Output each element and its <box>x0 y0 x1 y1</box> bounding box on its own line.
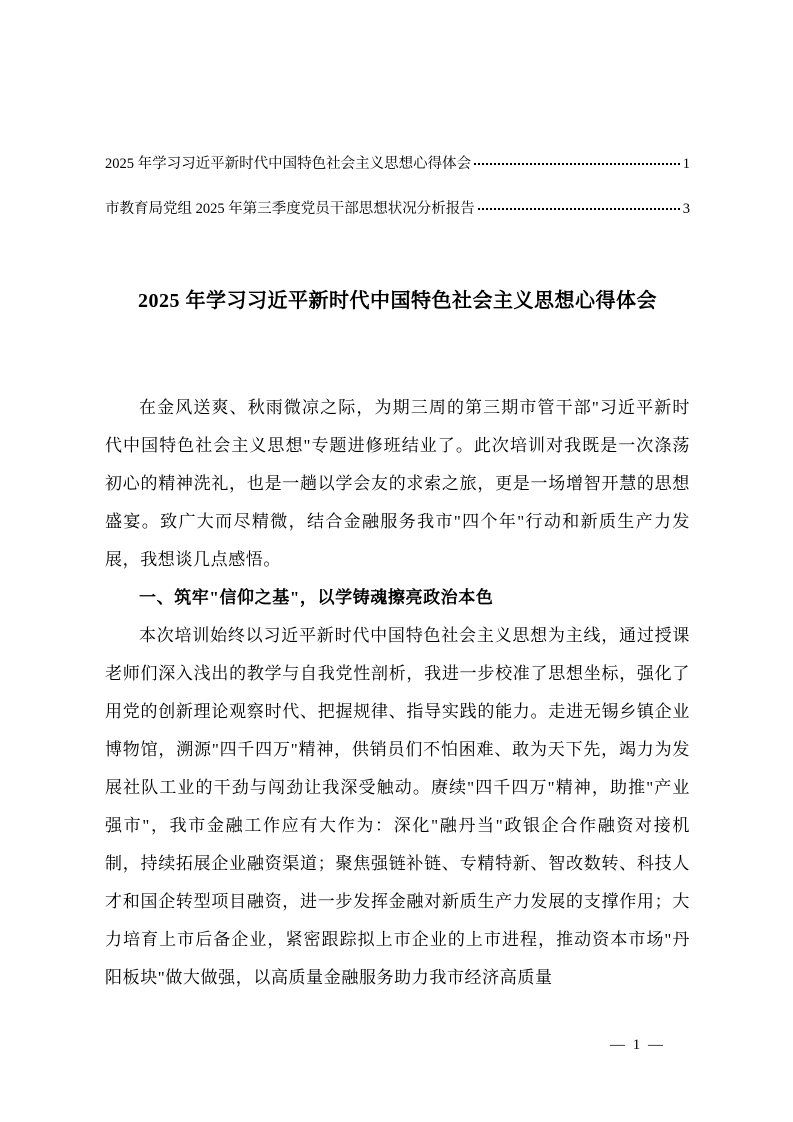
toc-entry[interactable] <box>105 201 690 217</box>
document-title: 2025 年学习习近平新时代中国特色社会主义思想心得体会 <box>138 290 657 312</box>
toc-entry-title: 2025 年学习习近平新时代中国特色社会主义思想心得体会 <box>105 156 472 172</box>
page-content <box>105 0 690 997</box>
paragraph: 本次培训始终以习近平新时代中国特色社会主义思想为主线，通过授课老师们深入浅出的教学与自我党性剖析，我进一步校准了思想坐标，强化了用党的创新理论观察时代、把握规律、指导实践的能力。走进无锡乡镇企业博物馆，溯源"四千四万"精神，供销员们不怕困难、敢为天下先，竭力为发展社队工业的干劲与闯劲让我深受触动。赓续"四千四万"精神，助推"产业强市"，我市金融工作应有大作为：深化"融丹当"政银企合作融资对接机制，持续拓展企业融资渠道；聚焦强链补链、专精特新、智改数转、科技人才和国企转型项目融资，进一步发挥金融对新质生产力发展的支撑作用；大力培育上市后备企业，紧密跟踪拟上市企业的上市进程，推动资本市场"丹阳板块"做大做强，以高质量金融服务助力我市经济高质量 <box>105 626 690 987</box>
paragraph: 在金风送爽、秋雨微凉之际，为期三周的第三期市管干部"习近平新时代中国特色社会主义思想"专题进修班结业了。此次培训对我既是一次涤荡初心的精神洗礼，也是一趟以学会友的求索之旅，更是一场增智开慧的思想盛宴。致广大而尽精微，结合金融服务我市"四个年"行动和新质生产力发展，我想谈几点感悟。 <box>105 398 690 569</box>
page-number: — 1 — <box>610 1037 665 1053</box>
table-of-contents <box>105 156 690 217</box>
toc-entry-page: 3 <box>682 201 690 217</box>
toc-entry-page: 1 <box>682 156 690 172</box>
toc-dot-leader <box>478 208 680 210</box>
section-heading: 一、筑牢"信仰之基"，以学铸魂擦亮政治本色 <box>139 588 494 607</box>
toc-entry[interactable] <box>105 156 690 172</box>
toc-dot-leader <box>474 163 680 165</box>
document-body <box>105 389 690 997</box>
toc-entry-title: 市教育局党组 2025 年第三季度党员干部思想状况分析报告 <box>105 201 475 217</box>
